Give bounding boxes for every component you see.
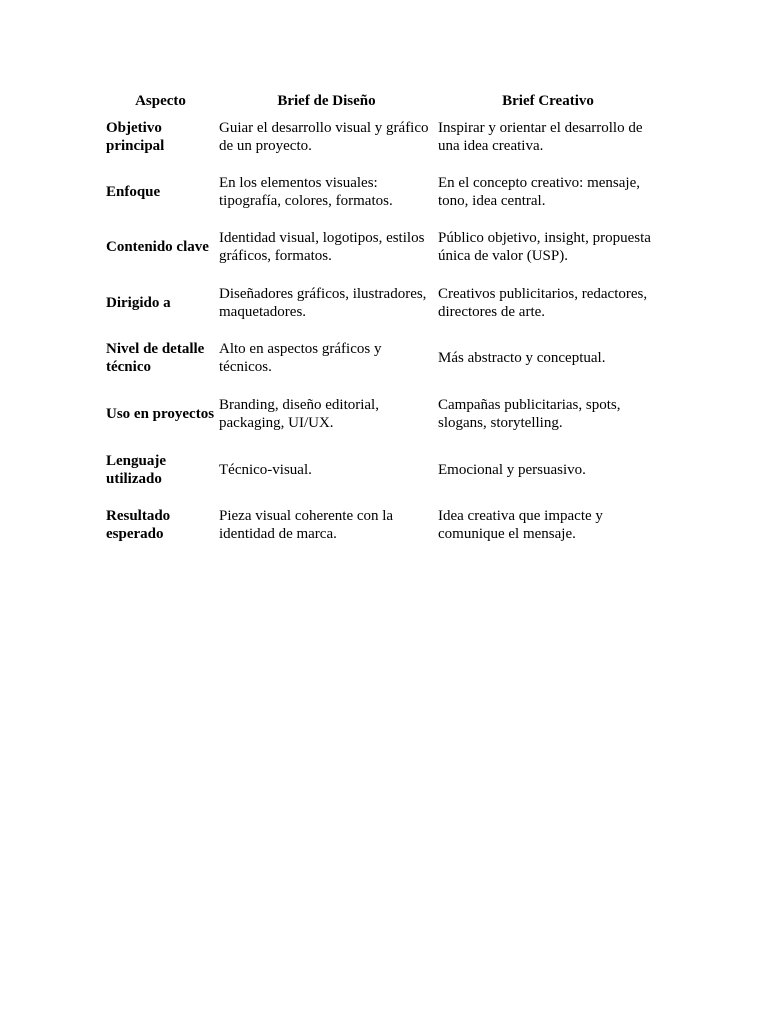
creative-brief-cell: Campañas publicitarias, spots, slogans, storytelling. [438,397,621,431]
aspect-cell: Nivel de detalle técnico [106,341,205,375]
aspect-cell: Dirigido a [106,294,171,311]
creative-brief-cell: Más abstracto y conceptual. [438,350,606,366]
aspect-cell: Uso en proyectos [106,406,215,422]
header-creative-brief: Brief Creativo [502,93,594,109]
table-header-row [104,91,660,110]
table-row [104,498,660,552]
header-aspect: Aspecto [135,93,186,109]
comparison-table [104,91,660,552]
design-brief-cell: Branding, diseño editorial, packaging, UI/UX. [219,397,379,431]
table-row [104,442,660,498]
creative-brief-cell: Idea creativa que impacte y comunique el mensaje. [438,508,603,542]
design-brief-cell: Guiar el desarrollo visual y gráfico de un proyecto. [219,120,429,154]
table-row [104,110,660,164]
aspect-cell: Objetivo principal [106,120,165,154]
creative-brief-cell: Inspirar y orientar el desarrollo de una idea creativa. [438,120,643,154]
table-row [104,164,660,219]
design-brief-cell: Diseñadores gráficos, ilustradores, maquetadores. [219,285,427,320]
aspect-cell: Resultado esperado [106,508,171,542]
creative-brief-cell: Creativos publicitarios, redactores, directores de arte. [438,285,648,320]
creative-brief-cell: Emocional y persuasivo. [438,462,586,478]
design-brief-cell: Identidad visual, logotipos, estilos gráficos, formatos. [219,230,425,264]
table-row [104,219,660,275]
design-brief-cell: En los elementos visuales: tipografía, colores, formatos. [219,174,393,209]
design-brief-cell: Pieza visual coherente con la identidad de marca. [219,508,394,542]
design-brief-cell: Técnico-visual. [219,462,312,478]
aspect-cell: Contenido clave [106,239,209,255]
table-row [104,330,660,386]
aspect-cell: Enfoque [106,183,161,200]
table-row [104,386,660,442]
creative-brief-cell: Público objetivo, insight, propuesta única de valor (USP). [438,230,651,264]
creative-brief-cell: En el concepto creativo: mensaje, tono, idea central. [438,174,640,209]
design-brief-cell: Alto en aspectos gráficos y técnicos. [219,341,382,375]
header-design-brief: Brief de Diseño [277,93,376,109]
aspect-cell: Lenguaje utilizado [106,453,166,487]
table-row [104,275,660,330]
